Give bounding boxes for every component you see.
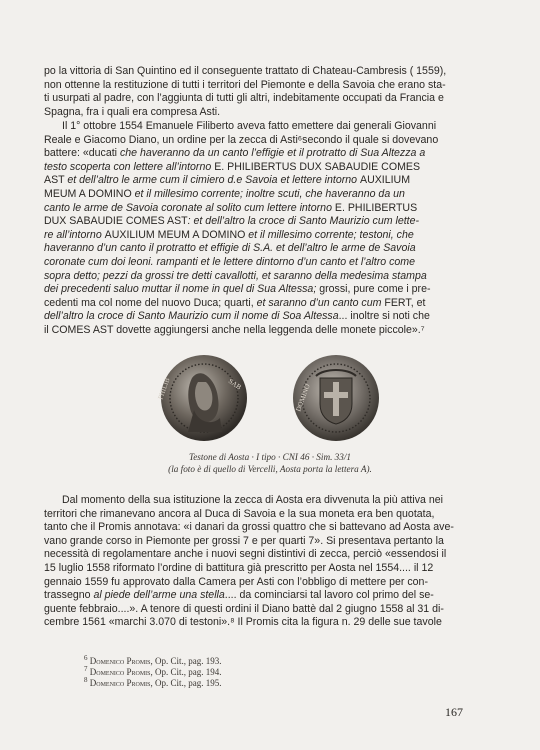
text-line <box>44 188 496 202</box>
caption-line: Testone di Aosta · I tipo · CNI 46 · Sim. 33/1 <box>188 452 352 462</box>
footnote-author: Domenico Promis <box>89 667 151 678</box>
footnote-number: 8 <box>84 676 88 685</box>
text-line: Dal momento della sua istituzione la zecca di Aosta era divvenuta la più attiva nei <box>62 494 444 506</box>
page-number: 167 <box>445 705 463 719</box>
text-span: ... inoltre si noti che <box>338 310 430 323</box>
text-line <box>44 215 496 229</box>
text-line <box>44 174 496 188</box>
italic-span: che haveranno da un canto l’effigie et il protratto di Sua Altezza a <box>119 147 426 160</box>
italic-span: : et dell’altro la croce di Santo Maurizio cum lette- <box>187 215 420 228</box>
text-line <box>44 147 496 161</box>
italic-span: dell’altro la croce di Santo Maurizio cum il nome di Soa Altessa <box>44 310 339 323</box>
text-span: cedenti ma col nome del nuovo Duca; quarti, <box>44 296 257 309</box>
italic-span: dei precedenti saluo muttar il nome in quel di Sua Altessa; <box>44 283 317 296</box>
footnote-number: 6 <box>84 654 88 662</box>
footnote <box>84 656 384 667</box>
italic-span: testo scoperta con lettere all’intorno <box>44 160 215 173</box>
italic-span: canto le arme de Savoia coronate al solito cum lettere intorno <box>44 201 335 214</box>
text-line: Reale e Giacomo Diano, un ordine per la zecca di Asti⁶secondo il quale si dovevano <box>44 133 439 146</box>
footnote-ref: , Op. Cit., pag. 194. <box>150 667 222 678</box>
text-line: tanto che il Promis annotava: «i danari da grossi quattro che si battevano ad Aosta ave- <box>44 521 454 534</box>
text-line <box>44 297 496 311</box>
caption-line: (la foto è di quello di Vercelli, Aosta porta la lettera A). <box>168 463 372 474</box>
footnote-author: Domenico Promis <box>89 656 151 666</box>
text-line <box>44 256 496 270</box>
text-line: il COMES AST dovette aggiungersi anche nella leggenda delle monete piccole».⁷ <box>44 323 425 336</box>
text-span: AUXILIUM <box>360 174 411 187</box>
footnote <box>84 667 384 678</box>
text-line: ti usurpati al padre, con l’aggiunta di tutti gli altri, indebitamente occupati da Francia e <box>44 92 444 105</box>
text-span: E. PHILIBERTUS <box>334 201 418 214</box>
svg-text:PHILIB: PHILIB <box>156 376 172 401</box>
text-span: grossi, pure come i pre- <box>316 283 431 296</box>
text-line: Il 1° ottobre 1554 Emanuele Filiberto aveva fatto emettere dai generali Giovanni <box>62 120 437 132</box>
text-line: cembre 1561 «marchi 3.070 di testoni».⁸ Il Promis cita la figura n. 29 delle sue tavole <box>44 616 442 629</box>
text-span: , et <box>410 296 426 309</box>
footnotes <box>84 656 384 690</box>
text-line <box>44 270 496 284</box>
text-span: E. PHILIBERTUS DUX SABAUDIE COMES <box>214 160 421 173</box>
text-span: MEUM A DOMINO <box>44 187 135 200</box>
footnote-author: Domenico Promis <box>89 678 151 689</box>
italic-span: et il millesimo corrente; inoltre scuti, che haveranno da un <box>134 187 405 200</box>
text-span: FERT <box>384 296 411 309</box>
text-line <box>44 310 496 324</box>
svg-text:SAB: SAB <box>226 377 243 392</box>
text-line: Spagna, fra i quali era compresa Asti. <box>44 105 221 118</box>
italic-span: haveranno d’un canto il protratto et effigie di S.A. et dell’altro le arme de Savoia <box>44 242 416 255</box>
text-span: AUXILIUM MEUM A DOMINO <box>104 228 249 241</box>
paragraph-2 <box>44 120 496 338</box>
italic-span: sopra detto; pezzi da grossi tre detti cavallotti, et saranno della medesima stampa <box>44 269 427 282</box>
text-line: gennaio 1559 fu approvato dalla Camera per Asti con l’obbligo di mettere per con- <box>44 575 428 588</box>
text-line <box>44 242 496 256</box>
text-line: guente febbraio....». A tenore di questi ordini il Diano battè dal 2 giugno 1558 al 31 di- <box>44 602 444 615</box>
footnote-ref: , Op. Cit., pag. 195. <box>150 678 222 689</box>
text-line: vano grande corso in Piemonte per grossi 7 e per quarti 7». Si presentava pertanto la <box>44 534 444 547</box>
text-line <box>44 589 496 603</box>
paragraph-3 <box>44 494 496 630</box>
footnote <box>84 678 384 689</box>
footnote-number: 7 <box>84 665 88 674</box>
italic-span: et il millesimo corrente; testoni, che <box>248 228 414 241</box>
text-line <box>44 161 496 175</box>
text-span: AST <box>44 174 68 187</box>
text-span: DUX SABAUDIE COMES AST <box>44 215 188 228</box>
footnote-ref: , Op. Cit., pag. 193. <box>150 656 222 666</box>
text-line <box>44 229 496 243</box>
coin-obverse <box>156 355 247 441</box>
italic-span: re all’intorno <box>44 228 105 241</box>
text-line: territori che rimanevano ancora al Duca di Savoia e la sua moneta era ben quotata, <box>44 507 435 520</box>
coin-photo <box>142 352 398 444</box>
text-line <box>44 283 496 297</box>
italic-span: al piede dell’arme una stella <box>93 589 225 602</box>
text-line: po la vittoria di San Quintino ed il conseguente trattato di Chateau-Cambresis ( 1559), <box>44 65 447 77</box>
text-line: 15 luglio 1558 riformato l’ordine di battitura già prescritto per Aosta nel 1554.... il 12 <box>44 561 434 574</box>
italic-span: et saranno d’un canto cum <box>256 296 385 309</box>
italic-span: et dell’altro le arme cum il cimiero d.e Savoia et lettere intorno <box>67 174 360 187</box>
figure-caption <box>44 452 496 475</box>
paragraph-1 <box>44 65 496 119</box>
text-line: necessità di regolamentare anche i nuovi segni distintivi di zecca, perciò «essendosi il <box>44 548 447 561</box>
text-span: trassegno <box>44 589 94 602</box>
svg-text:DOMINO: DOMINO <box>294 382 312 413</box>
text-line <box>44 202 496 216</box>
coin-reverse <box>293 355 379 441</box>
text-span: .... da cominciarsi tal lavoro col primo del se- <box>224 589 434 602</box>
text-line: non ottenne la restituzione di tutti i territori del Piemonte e della Savoia che erano sta- <box>44 78 446 91</box>
text-span: battere: «ducati <box>44 147 120 160</box>
italic-span: coronate cum doi leoni. rampanti et le lettere dintorno d’un canto et l’altro come <box>44 255 415 268</box>
